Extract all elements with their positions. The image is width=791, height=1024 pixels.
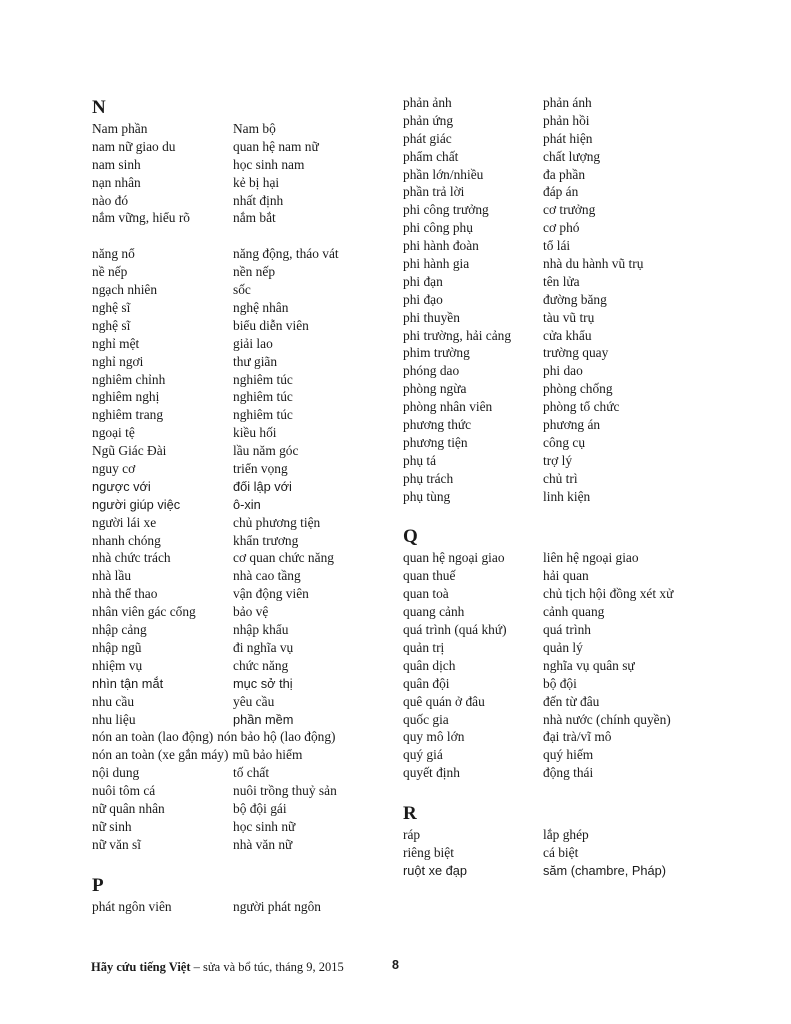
spacer [92, 854, 392, 874]
spacer [403, 505, 733, 525]
page-number: 8 [392, 958, 399, 972]
section-heading-n: N [92, 97, 106, 118]
entry-row [92, 711, 392, 729]
entry-original: ngoại tệ [92, 425, 135, 441]
entry-row [92, 728, 392, 746]
spacer [403, 782, 733, 802]
entry-row [403, 728, 733, 746]
entry-replacement: sốc [233, 282, 251, 298]
entry-row [403, 693, 733, 711]
entry-row [92, 424, 392, 442]
entry-replacement: quý hiếm [543, 747, 594, 763]
entry-original: ráp [403, 827, 421, 843]
entry-row [403, 380, 733, 398]
entry-replacement: nhà văn nữ [233, 836, 293, 852]
entry-row [92, 603, 392, 621]
entry-replacement: cảnh quang [543, 604, 605, 620]
entry-row [403, 862, 733, 880]
entry-replacement: động thái [543, 765, 594, 781]
entry-row [403, 621, 733, 639]
entry-replacement: đáp án [543, 184, 579, 200]
entry-row [403, 237, 733, 255]
entry-original: phần lớn/nhiều [403, 166, 484, 182]
entry-row [403, 148, 733, 166]
entry-row [403, 327, 733, 345]
entry-row [92, 657, 392, 675]
entry-row [92, 693, 392, 711]
entry-row [92, 764, 392, 782]
section-heading-r: R [403, 803, 417, 825]
entry-replacement: đến từ đâu [543, 693, 600, 709]
entry-row [92, 800, 392, 818]
section-heading-q: Q [403, 526, 418, 548]
entry-row [403, 639, 733, 657]
entry-replacement: phòng tổ chức [543, 399, 620, 415]
entry-original: quân dịch [403, 657, 456, 673]
entry-original: ngạch nhiên [92, 282, 158, 298]
entry-replacement: công cụ [543, 434, 586, 450]
entry-original: nhà thể thao [92, 586, 158, 602]
entry-replacement: nhà nước (chính quyền) [543, 711, 671, 727]
entry-original: nghiêm trang [92, 407, 164, 423]
entry-replacement: phương án [543, 417, 601, 433]
entry-original: nhà chức trách [92, 550, 171, 566]
entry-replacement: nhập khẩu [233, 622, 289, 638]
entry-row [403, 675, 733, 693]
entry-original: phi công trưởng [403, 202, 489, 218]
entry-original: quý giá [403, 747, 443, 763]
entry-original: phát giác [403, 130, 452, 146]
entry-original: ngược với [92, 478, 151, 494]
entry-original: phản ảnh [403, 95, 452, 110]
entry-row [403, 255, 733, 273]
entry-original: nắm vững, hiểu rõ [92, 210, 190, 226]
entry-row [403, 844, 733, 862]
entry-original: phi trường, hải cảng [403, 327, 512, 343]
entry-row [92, 621, 392, 639]
entry-row [403, 567, 733, 585]
entry-list-n-1 [92, 120, 392, 227]
entry-replacement: nón bảo hộ (lao động) [217, 729, 336, 745]
entry-original: nam nữ giao du [92, 138, 176, 154]
entry-row [403, 746, 733, 764]
entry-row [92, 746, 392, 764]
entry-row [403, 549, 733, 567]
entry-original: phương tiện [403, 434, 468, 450]
entry-replacement: cá biệt [543, 844, 579, 860]
entry-original: quan hệ ngoại giao [403, 550, 505, 566]
entry-original: quan thuế [403, 568, 456, 584]
entry-original: nghỉ ngơi [92, 353, 144, 369]
entry-original: nghệ sĩ [92, 317, 131, 333]
entry-row [92, 317, 392, 335]
entry-replacement: cơ phó [543, 220, 580, 236]
entry-replacement: tổ lái [543, 238, 571, 254]
entry-replacement: kiều hối [233, 425, 277, 441]
entry-replacement: đại trà/vĩ mô [543, 729, 612, 745]
entry-row [403, 291, 733, 309]
entry-original: phi thuyền [403, 309, 460, 325]
entry-original: phần trả lời [403, 184, 465, 200]
entry-replacement: chất lượng [543, 148, 601, 164]
entry-replacement: đi nghĩa vụ [233, 639, 294, 655]
entry-original: phụ tá [403, 452, 437, 468]
entry-original: nề nếp [92, 264, 128, 280]
entry-row [403, 219, 733, 237]
entry-replacement: yêu cầu [233, 693, 275, 709]
entry-replacement: kẻ bị hại [233, 174, 280, 190]
entry-row [92, 299, 392, 317]
entry-row [92, 836, 392, 854]
entry-replacement: nhà cao tầng [233, 568, 301, 584]
entry-list-p [92, 898, 392, 916]
entry-original: phòng ngừa [403, 381, 467, 397]
entry-original: phi hành gia [403, 256, 470, 272]
entry-replacement: chức năng [233, 657, 289, 673]
entry-replacement: chủ tịch hội đồng xét xử [543, 586, 674, 602]
entry-row [92, 496, 392, 514]
entry-original: nguy cơ [92, 461, 136, 477]
entry-row [92, 120, 392, 138]
entry-row [403, 362, 733, 380]
entry-list-n-2 [92, 245, 392, 853]
entry-row [92, 567, 392, 585]
entry-replacement: chủ trì [543, 470, 578, 486]
entry-row [92, 549, 392, 567]
entry-original: nhân viên gác cổng [92, 604, 196, 620]
entry-original: người giúp việc [92, 496, 181, 512]
entry-original: nam sinh [92, 156, 141, 172]
entry-original: năng nổ [92, 246, 135, 262]
entry-row [403, 309, 733, 327]
entry-row [403, 166, 733, 184]
entry-original: phòng nhân viên [403, 399, 493, 415]
entry-original: Ngũ Giác Đài [92, 443, 167, 459]
entry-row [92, 353, 392, 371]
entry-replacement: lắp ghép [543, 827, 589, 843]
entry-row [403, 657, 733, 675]
entry-row [403, 452, 733, 470]
entry-replacement: tàu vũ trụ [543, 309, 595, 325]
entry-original: nghỉ mệt [92, 335, 140, 351]
entry-original: phi đạo [403, 291, 443, 307]
entry-row [403, 201, 733, 219]
entry-replacement: đường băng [543, 291, 607, 307]
entry-original: nữ quân nhân [92, 800, 165, 816]
entry-original: nhu cầu [92, 693, 135, 709]
entry-replacement: quản lý [543, 639, 583, 655]
entry-replacement: khẩn trương [233, 532, 299, 548]
entry-original: ruột xe đạp [403, 862, 468, 878]
entry-original: phi công phụ [403, 220, 473, 236]
entry-replacement: linh kiện [543, 488, 591, 504]
entry-replacement: nền nếp [233, 264, 276, 280]
section-heading-p: P [92, 874, 104, 896]
entry-original: quốc gia [403, 711, 449, 727]
entry-replacement: lầu năm góc [233, 443, 299, 459]
entry-replacement: bảo vệ [233, 604, 269, 620]
entry-row [92, 281, 392, 299]
entry-original: phi hành đoàn [403, 238, 479, 254]
entry-replacement: nhất định [233, 192, 284, 208]
entry-original: quy mô lớn [403, 729, 465, 745]
entry-original: quang cảnh [403, 604, 465, 620]
entry-original: nghiêm chỉnh [92, 371, 166, 387]
entry-replacement: phần mềm [233, 711, 294, 727]
entry-replacement: thư giãn [233, 353, 278, 369]
entry-original: nhà lầu [92, 568, 132, 584]
entry-replacement: cơ quan chức năng [233, 550, 334, 566]
entry-original: quân đội [403, 675, 450, 691]
entry-row [92, 406, 392, 424]
entry-original: riêng biệt [403, 844, 454, 860]
entry-replacement: nghiêm túc [233, 389, 293, 405]
entry-replacement: học sinh nữ [233, 818, 296, 834]
entry-replacement: học sinh nam [233, 156, 305, 172]
entry-original: nghệ sĩ [92, 300, 131, 316]
entry-replacement: trợ lý [543, 452, 573, 468]
entry-row [92, 245, 392, 263]
entry-row [92, 371, 392, 389]
entry-original: Nam phần [92, 121, 148, 136]
entry-row [403, 130, 733, 148]
entry-list-r [403, 826, 733, 880]
entry-replacement: nghĩa vụ quân sự [543, 657, 635, 673]
entry-row [403, 273, 733, 291]
entry-original: phim trường [403, 345, 470, 361]
entry-row [403, 398, 733, 416]
entry-row [403, 711, 733, 729]
entry-row [92, 675, 392, 693]
entry-replacement: phi dao [543, 363, 583, 379]
entry-replacement: nắm bắt [233, 210, 276, 226]
page-footer [91, 960, 344, 975]
right-column [403, 94, 733, 880]
entry-replacement: vận động viên [233, 586, 309, 602]
left-column [92, 96, 392, 916]
entry-original: nữ văn sĩ [92, 836, 141, 852]
entry-row [403, 470, 733, 488]
footer-subtitle: – sửa và bổ túc, tháng 9, 2015 [190, 960, 344, 974]
entry-original: nạn nhân [92, 174, 141, 190]
entry-row [403, 603, 733, 621]
entry-replacement: phòng chống [543, 381, 613, 397]
entry-replacement: tên lửa [543, 273, 580, 289]
entry-row [92, 209, 392, 227]
entry-replacement: phản hồi [543, 112, 590, 128]
entry-row [92, 174, 392, 192]
entry-replacement: bộ đội gái [233, 800, 287, 816]
entry-original: nón an toàn (lao động) [92, 729, 214, 745]
entry-row [92, 138, 392, 156]
entry-original: nghiêm nghị [92, 389, 160, 405]
entry-original: nhìn tận mắt [92, 675, 164, 691]
entry-row [92, 388, 392, 406]
entry-row [92, 898, 392, 916]
entry-row [403, 112, 733, 130]
entry-original: nhập ngũ [92, 639, 142, 655]
entry-replacement: nghệ nhân [233, 300, 289, 316]
entry-original: nữ sinh [92, 818, 132, 834]
entry-original: quê quán ở đâu [403, 693, 485, 709]
entry-replacement: Nam bộ [233, 121, 276, 136]
spacer [92, 227, 392, 245]
entry-list-p-continued [403, 94, 733, 505]
entry-original: phi đạn [403, 273, 443, 289]
entry-original: phương thức [403, 417, 472, 433]
entry-replacement: phát hiện [543, 130, 593, 146]
entry-original: phản ứng [403, 112, 454, 128]
entry-original: nuôi tôm cá [92, 783, 156, 799]
entry-replacement: mục sở thị [233, 675, 293, 691]
entry-replacement: mũ bảo hiểm [232, 747, 303, 763]
entry-original: nhập cảng [92, 622, 147, 638]
entry-row [403, 826, 733, 844]
entry-replacement: nghiêm túc [233, 371, 293, 387]
entry-original: nhu liệu [92, 711, 136, 727]
entry-replacement: cơ trưởng [543, 202, 596, 218]
entry-original: quan toà [403, 586, 449, 602]
entry-original: quản trị [403, 639, 445, 655]
entry-original: phẩm chất [403, 148, 459, 164]
entry-row [92, 442, 392, 460]
entry-replacement: biểu diễn viên [233, 317, 309, 333]
entry-row [92, 156, 392, 174]
entry-replacement: phản ánh [543, 95, 592, 110]
entry-original: phát ngôn viên [92, 898, 172, 914]
entry-row [92, 639, 392, 657]
entry-row [92, 782, 392, 800]
entry-row [92, 514, 392, 532]
entry-row [92, 818, 392, 836]
entry-row [403, 344, 733, 362]
entry-replacement: quá trình [543, 622, 591, 638]
entry-row [403, 488, 733, 506]
entry-row [92, 585, 392, 603]
entry-replacement: săm (chambre, Pháp) [543, 862, 667, 878]
entry-row [92, 460, 392, 478]
footer-title: Hãy cứu tiếng Việt [91, 960, 191, 974]
entry-original: nhiệm vụ [92, 657, 143, 673]
entry-replacement: quan hệ nam nữ [233, 138, 319, 154]
entry-row [403, 764, 733, 782]
entry-replacement: triển vọng [233, 461, 288, 477]
entry-replacement: nhà du hành vũ trụ [543, 256, 644, 272]
entry-original: nón an toàn (xe gắn máy) [92, 747, 229, 763]
entry-original: nội dung [92, 765, 140, 781]
entry-row [92, 263, 392, 281]
entry-replacement: giải lao [233, 335, 273, 351]
entry-original: nhanh chóng [92, 532, 161, 548]
entry-replacement: đối lập với [233, 478, 292, 494]
entry-replacement: hải quan [543, 568, 589, 584]
entry-replacement: người phát ngôn [233, 898, 321, 914]
entry-replacement: nghiêm túc [233, 407, 293, 423]
entry-row [403, 94, 733, 112]
entry-row [403, 183, 733, 201]
entry-replacement: năng động, tháo vát [233, 246, 339, 262]
entry-original: phóng dao [403, 363, 460, 379]
entry-original: phụ tùng [403, 488, 451, 504]
entry-replacement: tố chất [233, 765, 270, 781]
entry-replacement: cửa khẩu [543, 327, 592, 343]
entry-replacement: ô-xin [233, 496, 261, 512]
entry-row [92, 532, 392, 550]
entry-replacement: chủ phương tiện [233, 514, 321, 530]
entry-list-q [403, 549, 733, 782]
entry-original: quyết định [403, 765, 460, 781]
entry-row [92, 478, 392, 496]
entry-original: người lái xe [92, 514, 157, 530]
entry-original: phụ trách [403, 470, 454, 486]
entry-row [403, 416, 733, 434]
entry-replacement: đa phần [543, 166, 586, 182]
entry-row [92, 192, 392, 210]
entry-replacement: trường quay [543, 345, 609, 361]
entry-replacement: liên hệ ngoại giao [543, 550, 639, 566]
entry-row [92, 335, 392, 353]
entry-row [403, 585, 733, 603]
entry-replacement: nuôi trồng thuỷ sản [233, 783, 337, 799]
entry-row [403, 434, 733, 452]
entry-replacement: bộ đội [543, 675, 577, 691]
entry-original: nào đó [92, 192, 129, 208]
entry-original: quá trình (quá khứ) [403, 622, 507, 638]
